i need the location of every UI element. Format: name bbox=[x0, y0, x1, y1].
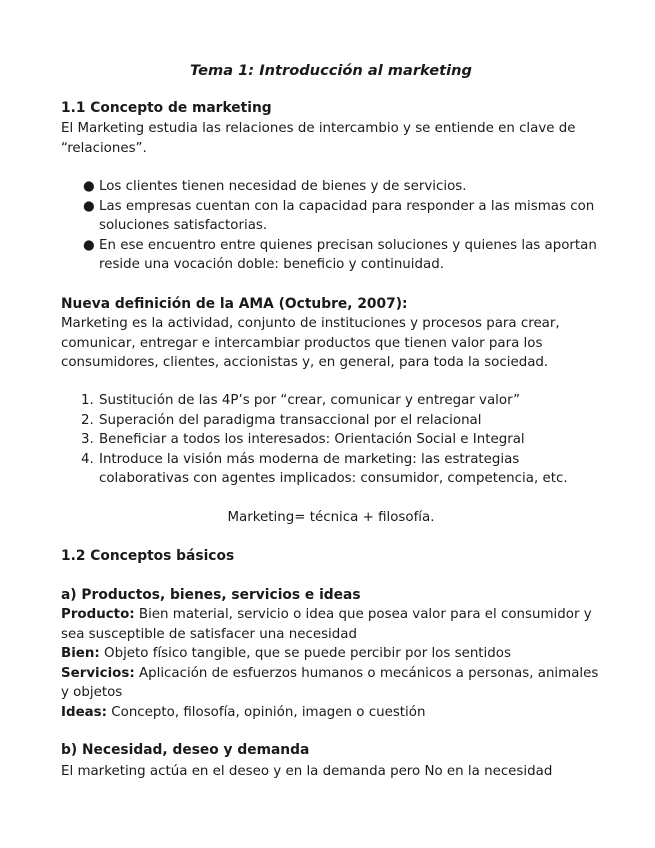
definition-term: Bien: bbox=[61, 646, 100, 661]
section-1-1-heading: 1.1 Concepto de marketing bbox=[61, 100, 272, 116]
list-item bbox=[61, 411, 601, 431]
bullet-icon: ● bbox=[83, 179, 95, 194]
bullet-icon: ● bbox=[83, 237, 95, 253]
list-item bbox=[61, 391, 601, 411]
definition-term: Producto: bbox=[61, 607, 135, 622]
ama-heading: Nueva definición de la AMA (Octubre, 2007): bbox=[61, 296, 408, 312]
definition-bien bbox=[61, 644, 601, 664]
list-item-text: Las empresas cuentan con la capacidad para responder a las mismas con soluciones satisfactorias. bbox=[99, 198, 595, 233]
definition-text: Objeto físico tangible, que se puede percibir por los sentidos bbox=[99, 646, 511, 661]
definition-term: Ideas: bbox=[61, 704, 108, 720]
definition-term: Servicios: bbox=[61, 665, 135, 681]
definition-text: Bien material, servicio o idea que posea valor para el consumidor y sea susceptible de satisfacer una necesidad bbox=[61, 607, 592, 642]
subsection-b-text: El marketing actúa en el deseo y en la demanda pero No en la necesidad bbox=[61, 764, 553, 779]
list-number: 4. bbox=[81, 451, 94, 467]
list-item-text: En ese encuentro entre quienes precisan soluciones y quienes las aportan reside una vocación doble: beneficio y continuidad. bbox=[99, 237, 597, 272]
definition-text: Concepto, filosofía, opinión, imagen o cuestión bbox=[107, 704, 426, 720]
list-item-text: Los clientes tienen necesidad de bienes y de servicios. bbox=[99, 179, 467, 194]
marketing-formula: Marketing= técnica + filosofía. bbox=[227, 510, 435, 525]
list-number: 3. bbox=[81, 432, 94, 447]
list-item bbox=[61, 197, 601, 236]
ama-numbered-list bbox=[61, 391, 601, 489]
list-item bbox=[61, 177, 601, 197]
list-number: 1. bbox=[81, 393, 94, 408]
list-item-text: Superación del paradigma transaccional por el relacional bbox=[99, 412, 482, 428]
list-item bbox=[61, 430, 601, 450]
bullet-icon: ● bbox=[83, 198, 95, 214]
section-1-2-heading: 1.2 Conceptos básicos bbox=[61, 548, 235, 564]
subsection-a-heading: a) Productos, bienes, servicios e ideas bbox=[61, 587, 361, 603]
list-item bbox=[61, 236, 601, 275]
definition-servicios bbox=[61, 664, 601, 703]
list-item-text: Sustitución de las 4P’s por “crear, comunicar y entregar valor” bbox=[99, 393, 521, 408]
concept-bullet-list bbox=[61, 177, 601, 275]
list-item-text: Introduce la visión más moderna de marketing: las estrategias colaborativas con agentes implicados: consumidor, competencia, etc. bbox=[99, 451, 568, 486]
list-item-text: Beneficiar a todos los interesados: Orientación Social e Integral bbox=[99, 432, 525, 447]
definition-text: Aplicación de esfuerzos humanos o mecánicos a personas, animales y objetos bbox=[61, 665, 599, 700]
ama-definition: Marketing es la actividad, conjunto de instituciones y procesos para crear, comunicar, entregar e intercambiar productos que tienen valor para los consumidores, clientes, accionistas y, en general, para toda la sociedad. bbox=[61, 316, 560, 370]
definition-ideas bbox=[61, 703, 601, 723]
definitions-list bbox=[61, 605, 601, 722]
subsection-b-heading: b) Necesidad, deseo y demanda bbox=[61, 742, 310, 758]
list-item bbox=[61, 450, 601, 489]
document-title: Tema 1: Introducción al marketing bbox=[190, 62, 472, 79]
definition-producto bbox=[61, 605, 601, 644]
list-number: 2. bbox=[81, 412, 94, 428]
section-1-1-intro: El Marketing estudia las relaciones de intercambio y se entiende en clave de “relaciones”. bbox=[61, 121, 576, 156]
